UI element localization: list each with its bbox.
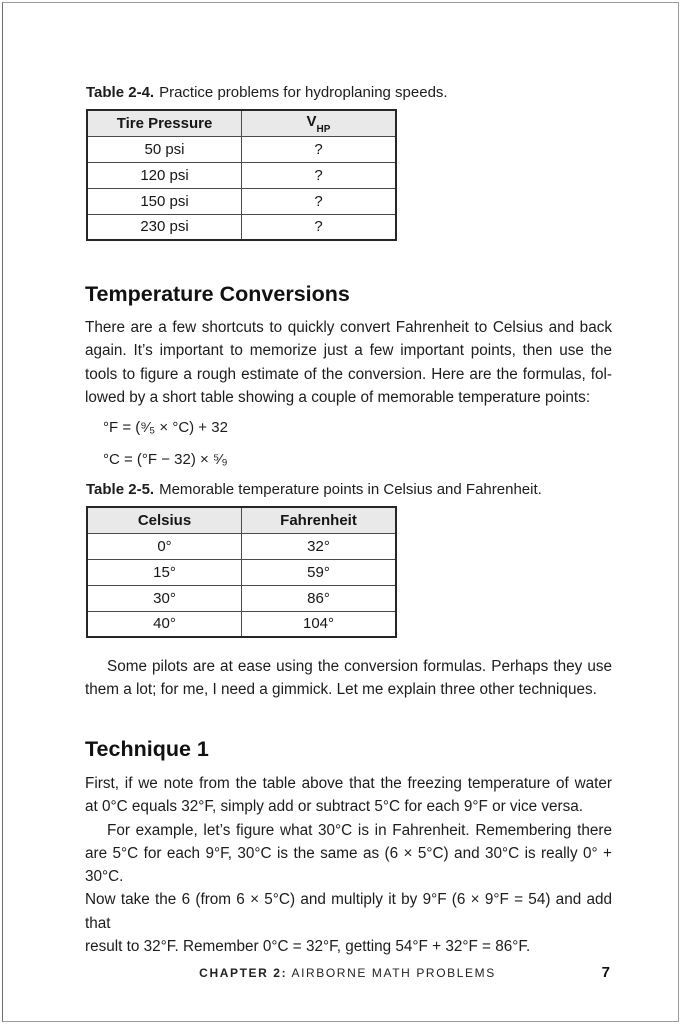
- page-number: 7: [601, 964, 610, 981]
- table-2-4-caption-label: Table 2-4.: [86, 84, 155, 101]
- paragraph-line: For example, let’s figure what 30°C is in Fahrenheit. Remembering there: [107, 821, 612, 839]
- footer-chapter-title: AIRBORNE MATH PROBLEMS: [291, 966, 496, 980]
- paragraph-line: tools to figure a rough estimate of the conversion. Here are the formulas, fol-: [85, 365, 612, 383]
- table-row: [87, 214, 396, 240]
- table-row: [87, 611, 396, 637]
- table-cell: 150 psi: [87, 188, 242, 214]
- paragraph-line: First, if we note from the table above that the freezing temperature of water: [85, 775, 612, 792]
- footer-running-head: [85, 966, 610, 980]
- technique-1-paragraph: [85, 772, 612, 958]
- table-row: [87, 585, 396, 611]
- table-cell: 104°: [242, 611, 397, 637]
- table-row: [87, 162, 396, 188]
- table-cell: 86°: [242, 585, 397, 611]
- table-cell: 59°: [242, 559, 397, 585]
- table-cell: 50 psi: [87, 136, 242, 162]
- paragraph-line: them a lot; for me, I need a gimmick. Let me explain three other techniques.: [85, 681, 597, 699]
- table-cell: 40°: [87, 611, 242, 637]
- table-row: [87, 110, 396, 136]
- table-2-5-caption-text: Memorable temperature points in Celsius and Fahrenheit.: [159, 481, 542, 498]
- table-row: [87, 136, 396, 162]
- table-2-4-caption: [86, 84, 448, 101]
- paragraph-line: again. It’s important to memorize just a few important points, then use the: [85, 342, 612, 360]
- table-2-5-header-celsius: Celsius: [87, 507, 242, 533]
- table-cell: ?: [242, 136, 397, 162]
- vhp-sub: HP: [316, 124, 331, 136]
- table-2-5-caption-label: Table 2-5.: [86, 481, 155, 498]
- table-2-5-header-fahrenheit: Fahrenheit: [242, 507, 397, 533]
- table-cell: 30°: [87, 585, 242, 611]
- table-2-4-header-tire-pressure: Tire Pressure: [87, 110, 242, 136]
- section-heading-technique-1: Technique 1: [85, 737, 209, 761]
- table-cell: ?: [242, 214, 397, 240]
- paragraph-line: Now take the 6 (from 6 × 5°C) and multiply it by 9°F (6 × 9°F = 54) and add that: [85, 891, 612, 932]
- table-cell: ?: [242, 162, 397, 188]
- paragraph-line: lowed by a short table showing a couple of memorable temperature points:: [85, 388, 591, 406]
- table-cell: 0°: [87, 533, 242, 559]
- table-2-4: [86, 109, 397, 241]
- table-cell: 15°: [87, 559, 242, 585]
- table-cell: 120 psi: [87, 162, 242, 188]
- table-2-5-caption: [86, 481, 542, 498]
- paragraph-line: result to 32°F. Remember 0°C = 32°F, getting 54°F + 32°F = 86°F.: [85, 938, 531, 956]
- paragraph-line: at 0°C equals 32°F, simply add or subtract 5°C for each 9°F or vice versa.: [85, 798, 584, 816]
- temperature-intro-paragraph: [85, 316, 612, 409]
- footer-chapter-label: CHAPTER 2:: [199, 966, 288, 980]
- page-footer: [85, 966, 610, 986]
- table-cell: ?: [242, 188, 397, 214]
- formula-celsius: °C = (°F − 32) × ⁵⁄₉: [103, 451, 228, 468]
- table-row: [87, 507, 396, 533]
- table-row: [87, 559, 396, 585]
- section-heading-temperature-conversions: Temperature Conversions: [85, 282, 350, 306]
- formula-fahrenheit: °F = (⁹⁄₅ × °C) + 32: [103, 419, 228, 436]
- table-row: [87, 533, 396, 559]
- gimmick-paragraph: [85, 655, 612, 702]
- paragraph-line: There are a few shortcuts to quickly convert Fahrenheit to Celsius and back: [85, 319, 612, 336]
- table-2-4-header-vhp: [242, 110, 397, 136]
- table-cell: 32°: [242, 533, 397, 559]
- table-2-4-caption-text: Practice problems for hydroplaning speeds.: [159, 84, 448, 101]
- table-row: [87, 188, 396, 214]
- vhp-main: V: [306, 113, 317, 131]
- table-2-5: [86, 506, 397, 638]
- paragraph-line: are 5°C for each 9°F, 30°C is the same as (6 × 5°C) and 30°C is really 0° + 30°C.: [85, 844, 612, 886]
- table-cell: 230 psi: [87, 214, 242, 240]
- paragraph-line: Some pilots are at ease using the conversion formulas. Perhaps they use: [107, 658, 612, 675]
